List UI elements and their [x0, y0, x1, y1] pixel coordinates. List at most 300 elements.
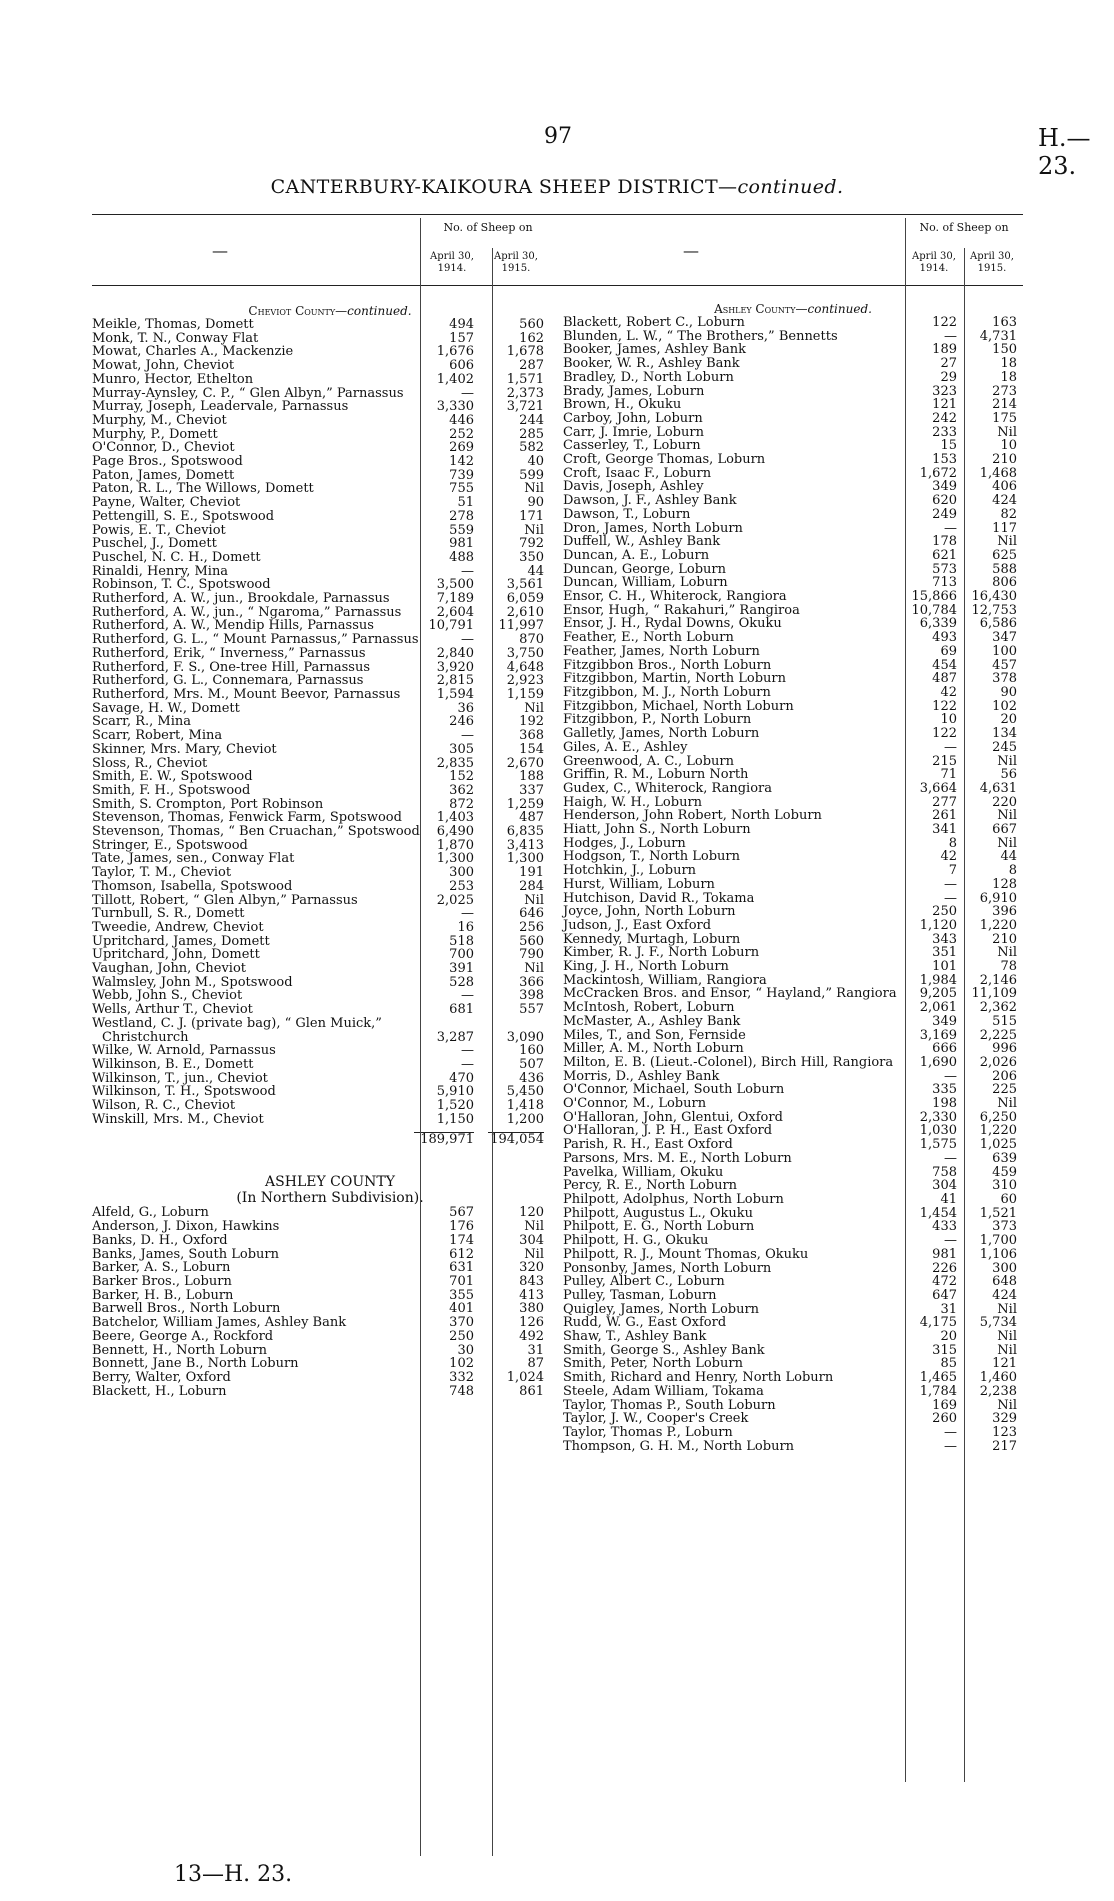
count-1914: 250 [932, 904, 957, 920]
count-1915: 217 [992, 1438, 1017, 1454]
table-row [92, 989, 568, 1003]
table-row [92, 921, 568, 935]
table-row [563, 385, 1023, 399]
table-row [563, 768, 1023, 782]
count-1915: 256 [519, 919, 544, 935]
table-row [92, 565, 568, 579]
count-1914: — [461, 632, 474, 648]
count-1915: 2,670 [506, 755, 544, 771]
count-1914: 304 [932, 1178, 957, 1194]
entry-name: Barwell Bros., North Loburn [92, 1301, 281, 1317]
count-1915: 206 [992, 1068, 1017, 1084]
table-row [92, 935, 568, 949]
table-row [563, 1330, 1023, 1344]
count-1914: 42 [940, 684, 957, 700]
count-1914: 152 [449, 769, 474, 785]
count-1915: 191 [519, 865, 544, 881]
table-row [563, 1152, 1023, 1166]
count-1915: 87 [527, 1356, 544, 1372]
count-1914: 1,403 [436, 810, 474, 826]
count-1915: 284 [519, 878, 544, 894]
entry-name: Haigh, W. H., Loburn [563, 794, 703, 810]
entry-name: Rutherford, A. W., Mendip Hills, Parnassus [92, 618, 374, 634]
table-row [563, 796, 1023, 810]
count-1914: 5,910 [436, 1084, 474, 1100]
entry-name: Tillott, Robert, “ Glen Albyn,” Parnassus [92, 892, 358, 908]
table-row [92, 894, 568, 908]
entry-name: Paton, James, Domett [92, 467, 235, 483]
count-1915: 102 [992, 698, 1017, 714]
table-row [563, 631, 1023, 645]
count-1914: 305 [449, 741, 474, 757]
table-row [92, 1003, 568, 1017]
entry-name: Ensor, Hugh, “ Rakahuri,” Rangiroa [563, 602, 800, 618]
table-row [92, 1234, 568, 1248]
count-1915: 310 [992, 1178, 1017, 1194]
count-1914: — [944, 328, 957, 344]
entry-name: Murphy, M., Cheviot [92, 412, 227, 428]
entry-name: Davis, Joseph, Ashley [563, 479, 704, 495]
table-row [92, 798, 568, 812]
count-1915: 44 [527, 563, 544, 579]
count-1915: 11,109 [971, 986, 1017, 1002]
table-row [563, 1426, 1023, 1440]
table-row [92, 387, 568, 401]
entry-name: Rutherford, G. L., Connemara, Parnassus [92, 673, 364, 689]
entry-name: Steele, Adam William, Tokama [563, 1383, 764, 1399]
count-1915: Nil [997, 945, 1017, 961]
count-1915: 18 [1000, 356, 1017, 372]
count-1914: 559 [449, 522, 474, 538]
table-row [563, 1042, 1023, 1056]
count-1915: 245 [992, 739, 1017, 755]
count-1915: 304 [519, 1232, 544, 1248]
entry-name: Murphy, P., Domett [92, 426, 218, 442]
count-1915: 1,159 [506, 686, 544, 702]
count-1915: 625 [992, 547, 1017, 563]
count-1914: 233 [932, 424, 957, 440]
count-1914: 242 [932, 410, 957, 426]
table-row [92, 524, 568, 538]
table-row [92, 825, 568, 839]
count-1915: 792 [519, 536, 544, 552]
count-1914: — [461, 1043, 474, 1059]
table-row [563, 330, 1023, 344]
entry-name: Wilkinson, B. E., Domett [92, 1056, 254, 1072]
table-row [563, 604, 1023, 618]
entry-name: Rutherford, Mrs. M., Mount Beevor, Parnassus [92, 686, 401, 702]
entry-name: Miles, T., and Son, Fernside [563, 1027, 746, 1043]
entry-name: Rutherford, A. W., jun., Brookdale, Parnassus [92, 591, 390, 607]
table-row [92, 537, 568, 551]
count-1915: 557 [519, 1002, 544, 1018]
count-1914: 1,672 [919, 465, 957, 481]
entry-name: Batchelor, William James, Ashley Bank [92, 1315, 347, 1331]
table-row [92, 1058, 568, 1072]
count-1914: 198 [932, 1096, 957, 1112]
count-1914: 2,025 [436, 892, 474, 908]
entry-name: Blackett, H., Loburn [92, 1383, 227, 1399]
count-1915: Nil [524, 892, 544, 908]
count-1915: 1,220 [979, 917, 1017, 933]
table-row [563, 1344, 1023, 1358]
count-1915: Nil [997, 534, 1017, 550]
count-1914: 1,870 [436, 837, 474, 853]
count-1915: 4,648 [506, 659, 544, 675]
table-row [92, 770, 568, 784]
count-1914: 1,520 [436, 1098, 474, 1114]
table-row [563, 823, 1023, 837]
count-1914: 10,791 [428, 618, 474, 634]
entry-name: Philpott, H. G., Okuku [563, 1233, 709, 1249]
table-row [92, 633, 568, 647]
count-1915: 1,300 [506, 851, 544, 867]
count-1915: 90 [527, 495, 544, 511]
entry-name: King, J. H., North Loburn [563, 959, 729, 975]
count-1914: 3,330 [436, 399, 474, 415]
table-row [92, 318, 568, 332]
count-1914: — [461, 385, 474, 401]
count-1914: 31 [940, 1301, 957, 1317]
table-row [92, 1316, 568, 1330]
table-row [92, 1344, 568, 1358]
count-1915: 588 [992, 561, 1017, 577]
count-1915: 3,721 [506, 399, 544, 415]
entry-name: Vaughan, John, Cheviot [92, 961, 247, 977]
count-1915: 1,024 [506, 1369, 544, 1385]
entry-name: Tate, James, sen., Conway Flat [92, 851, 295, 867]
entry-name: Smith, S. Crompton, Port Robinson [92, 796, 324, 812]
count-1915: 3,090 [506, 1029, 544, 1045]
entry-name: Smith, Peter, North Loburn [563, 1356, 743, 1372]
count-1915: 2,146 [979, 972, 1017, 988]
count-1915: 560 [519, 317, 544, 332]
entry-name: O'Halloran, John, Glentui, Oxford [563, 1109, 783, 1125]
count-1915: 806 [992, 575, 1017, 591]
entry-name: Barker Bros., Loburn [92, 1274, 232, 1289]
entry-name: Hodgson, T., North Loburn [563, 849, 740, 865]
count-1914: 36 [457, 700, 474, 716]
count-1915: Nil [524, 961, 544, 977]
entry-name: Dron, James, North Loburn [563, 520, 743, 536]
header-col-1915: April 30, 1915. [970, 251, 1014, 274]
count-1915: 366 [519, 974, 544, 990]
count-1915: 1,106 [979, 1246, 1017, 1262]
county-heading: ASHLEY COUNTY [265, 1174, 395, 1191]
table-row [92, 1248, 568, 1262]
table-row [563, 1399, 1023, 1413]
entry-name: Robinson, T. C., Spotswood [92, 577, 271, 593]
table-row [92, 1220, 568, 1234]
entry-name: Thompson, G. H. M., North Loburn [563, 1438, 795, 1454]
count-1914: 8 [948, 835, 957, 851]
table-row [92, 962, 568, 976]
table-row [563, 1262, 1023, 1276]
count-1915: 1,678 [506, 344, 544, 360]
count-1914: 1,575 [919, 1137, 957, 1153]
table-row [563, 782, 1023, 796]
count-1915: 424 [992, 493, 1017, 509]
table-row [92, 1385, 568, 1399]
entry-name: Duncan, William, Loburn [563, 575, 728, 591]
entry-name: Puschel, N. C. H., Domett [92, 549, 261, 565]
table-row [92, 1289, 568, 1303]
count-1914: 349 [932, 1013, 957, 1029]
table-row [563, 933, 1023, 947]
count-1914: 1,120 [919, 917, 957, 933]
count-1915: 8 [1008, 863, 1017, 879]
count-1914: 528 [449, 974, 474, 990]
count-1914: 620 [932, 493, 957, 509]
count-1914: 332 [449, 1369, 474, 1385]
table-row [563, 864, 1023, 878]
table-row [92, 414, 568, 428]
count-1915: 285 [519, 426, 544, 442]
count-1915: 398 [519, 988, 544, 1004]
count-1914: 277 [932, 794, 957, 810]
table-row [563, 659, 1023, 673]
table-row [92, 619, 568, 633]
count-1914: 178 [932, 534, 957, 550]
count-1914: 122 [932, 726, 957, 742]
count-1915: 487 [519, 810, 544, 826]
count-1914: 454 [932, 657, 957, 673]
count-1915: 100 [992, 643, 1017, 659]
count-1915: 12,753 [971, 602, 1017, 618]
table-row [92, 880, 568, 894]
table-row [563, 837, 1023, 851]
count-1914: 85 [940, 1356, 957, 1372]
entry-name: Carr, J. Imrie, Loburn [563, 424, 704, 440]
table-row [92, 1330, 568, 1344]
entry-name: Philpott, Adolphus, North Loburn [563, 1192, 784, 1207]
table-row [563, 1357, 1023, 1371]
count-1914: 252 [449, 426, 474, 442]
entry-name: Smith, E. W., Spotswood [92, 769, 253, 785]
count-1915: 378 [992, 671, 1017, 687]
count-1914: 573 [932, 561, 957, 577]
count-1915: 160 [519, 1043, 544, 1059]
table-row [563, 549, 1023, 563]
count-1915: 1,220 [979, 1123, 1017, 1139]
entry-name: Rudd, W. G., East Oxford [563, 1315, 727, 1331]
entry-name: Parish, R. H., East Oxford [563, 1137, 733, 1153]
count-1914: 401 [449, 1301, 474, 1317]
count-1915: 126 [519, 1315, 544, 1331]
table-row [92, 1302, 568, 1316]
entry-name: Barker, A. S., Loburn [92, 1260, 231, 1276]
table-row [563, 508, 1023, 522]
count-1914: 681 [449, 1002, 474, 1018]
table-row [563, 1303, 1023, 1317]
table-row [92, 606, 568, 620]
count-1914: 7 [948, 863, 957, 879]
page-number: 97 [544, 124, 572, 149]
count-1915: Nil [997, 1096, 1017, 1112]
entry-name: Miller, A. M., North Loburn [563, 1041, 744, 1057]
table-row [563, 672, 1023, 686]
count-1914: 700 [449, 947, 474, 963]
count-1915: 2,362 [979, 1000, 1017, 1016]
table-row [92, 400, 568, 414]
count-1915: 244 [519, 412, 544, 428]
table-row [563, 727, 1023, 741]
count-1914: — [944, 1150, 957, 1166]
count-1914: 355 [449, 1287, 474, 1303]
count-1914: 470 [449, 1070, 474, 1086]
count-1915: 5,734 [979, 1315, 1017, 1331]
count-1915: Nil [524, 700, 544, 716]
count-1915: 192 [519, 714, 544, 730]
table-row [563, 741, 1023, 755]
count-1914: 518 [449, 933, 474, 949]
count-1915: 320 [519, 1260, 544, 1276]
table-row [92, 496, 568, 510]
entry-name: Savage, H. W., Domett [92, 700, 240, 716]
count-1915: Nil [997, 1329, 1017, 1345]
count-1914: 51 [457, 495, 474, 511]
table-row [563, 645, 1023, 659]
count-1915: 843 [519, 1274, 544, 1289]
count-1915: 2,610 [506, 604, 544, 620]
count-1915: 1,571 [506, 371, 544, 387]
table-row [563, 1234, 1023, 1248]
entries-list-2 [92, 1206, 568, 1398]
entry-name: Taylor, T. M., Cheviot [92, 865, 232, 881]
entry-name: Casserley, T., Loburn [563, 438, 701, 454]
entry-name: Pulley, Albert C., Loburn [563, 1274, 725, 1290]
count-1915: 4,631 [979, 780, 1017, 796]
count-1914: 494 [449, 317, 474, 332]
table-row [563, 919, 1023, 933]
count-1915: 350 [519, 549, 544, 565]
table-row [563, 809, 1023, 823]
header-dash: — [212, 241, 228, 260]
count-1914: — [944, 1438, 957, 1454]
entry-name: Webb, John S., Cheviot [92, 988, 243, 1004]
table-row [92, 345, 568, 359]
table-row [563, 1111, 1023, 1125]
entry-name: Murray, Joseph, Leadervale, Parnassus [92, 399, 349, 415]
count-1915: 210 [992, 931, 1017, 947]
count-1914: — [944, 739, 957, 755]
entry-name: Morris, D., Ashley Bank [563, 1068, 720, 1084]
entry-name: Shaw, T., Ashley Bank [563, 1329, 707, 1345]
count-1915: 300 [992, 1260, 1017, 1276]
count-1914: 41 [940, 1192, 957, 1207]
table-row [563, 892, 1023, 906]
table-row [92, 332, 568, 346]
count-1915: 120 [519, 1205, 544, 1221]
count-1914: 122 [932, 698, 957, 714]
table-row [563, 686, 1023, 700]
count-1915: 406 [992, 479, 1017, 495]
count-1915: 2,923 [506, 673, 544, 689]
count-1914: 335 [932, 1082, 957, 1098]
table-row [92, 757, 568, 771]
count-1914: 621 [932, 547, 957, 563]
count-1915: 6,250 [979, 1109, 1017, 1125]
entry-name: Monk, T. N., Conway Flat [92, 330, 259, 346]
table-row [563, 316, 1023, 330]
count-1915: Nil [997, 808, 1017, 824]
entry-name: Kennedy, Murtagh, Loburn [563, 931, 741, 947]
entry-name: Taylor, J. W., Cooper's Creek [563, 1411, 749, 1427]
count-1915: 1,700 [979, 1233, 1017, 1249]
count-1915: 396 [992, 904, 1017, 920]
count-1914: 343 [932, 931, 957, 947]
column-rule [964, 248, 965, 1782]
count-1915: 18 [1000, 369, 1017, 385]
table-row [563, 1001, 1023, 1015]
entry-name: Philpott, Augustus L., Okuku [563, 1205, 754, 1221]
table-row [563, 713, 1023, 727]
entry-name: Feather, James, North Loburn [563, 643, 760, 659]
entry-name: Greenwood, A. C., Loburn [563, 753, 734, 769]
count-1915: 4,731 [979, 328, 1017, 344]
table-row [92, 839, 568, 853]
entry-name: Paton, R. L., The Willows, Domett [92, 481, 314, 497]
count-1915: 90 [1000, 684, 1017, 700]
entries-list [92, 318, 568, 1126]
entry-name: Judson, J., East Oxford [563, 917, 712, 933]
count-1915: 436 [519, 1070, 544, 1086]
count-1915: 44 [1000, 849, 1017, 865]
count-1914: 121 [932, 397, 957, 413]
count-1914: 666 [932, 1041, 957, 1057]
entry-name: Smith, George S., Ashley Bank [563, 1342, 765, 1358]
count-1915: 6,910 [979, 890, 1017, 906]
table-row [563, 1193, 1023, 1207]
count-1915: Nil [524, 522, 544, 538]
table-row [563, 1029, 1023, 1043]
count-1915: 175 [992, 410, 1017, 426]
count-1914: 488 [449, 549, 474, 565]
count-1914: 362 [449, 782, 474, 798]
entry-name: O'Halloran, J. P. H., East Oxford [563, 1123, 773, 1139]
table-row [92, 1357, 568, 1371]
table-row [563, 905, 1023, 919]
entry-name: Sloss, R., Cheviot [92, 755, 208, 771]
count-1914: 612 [449, 1246, 474, 1262]
count-1914: — [461, 1056, 474, 1072]
header-dash: — [683, 241, 699, 260]
count-1915: 329 [992, 1411, 1017, 1427]
count-1914: 370 [449, 1315, 474, 1331]
count-1915: 5,450 [506, 1084, 544, 1100]
count-1915: 373 [992, 1219, 1017, 1235]
count-1914: 349 [932, 479, 957, 495]
table-row [563, 1289, 1023, 1303]
total-values [92, 1126, 568, 1146]
count-1914: 1,402 [436, 371, 474, 387]
table-row [563, 617, 1023, 631]
table-row [563, 1275, 1023, 1289]
count-1914: 300 [449, 865, 474, 881]
total-1914: 189,971 [414, 1132, 474, 1147]
entry-name: Duncan, George, Loburn [563, 561, 726, 577]
entry-name: Scarr, R., Mina [92, 714, 191, 730]
table-row [563, 960, 1023, 974]
header-sheep-count: No. of Sheep on [919, 221, 1009, 234]
count-1915: 2,238 [979, 1383, 1017, 1399]
count-1915: 2,225 [979, 1027, 1017, 1043]
count-1915: 1,025 [979, 1137, 1017, 1153]
count-1914: 122 [932, 315, 957, 330]
column-rule [420, 218, 421, 1856]
count-1915: 121 [992, 1356, 1017, 1372]
table-row [563, 371, 1023, 385]
